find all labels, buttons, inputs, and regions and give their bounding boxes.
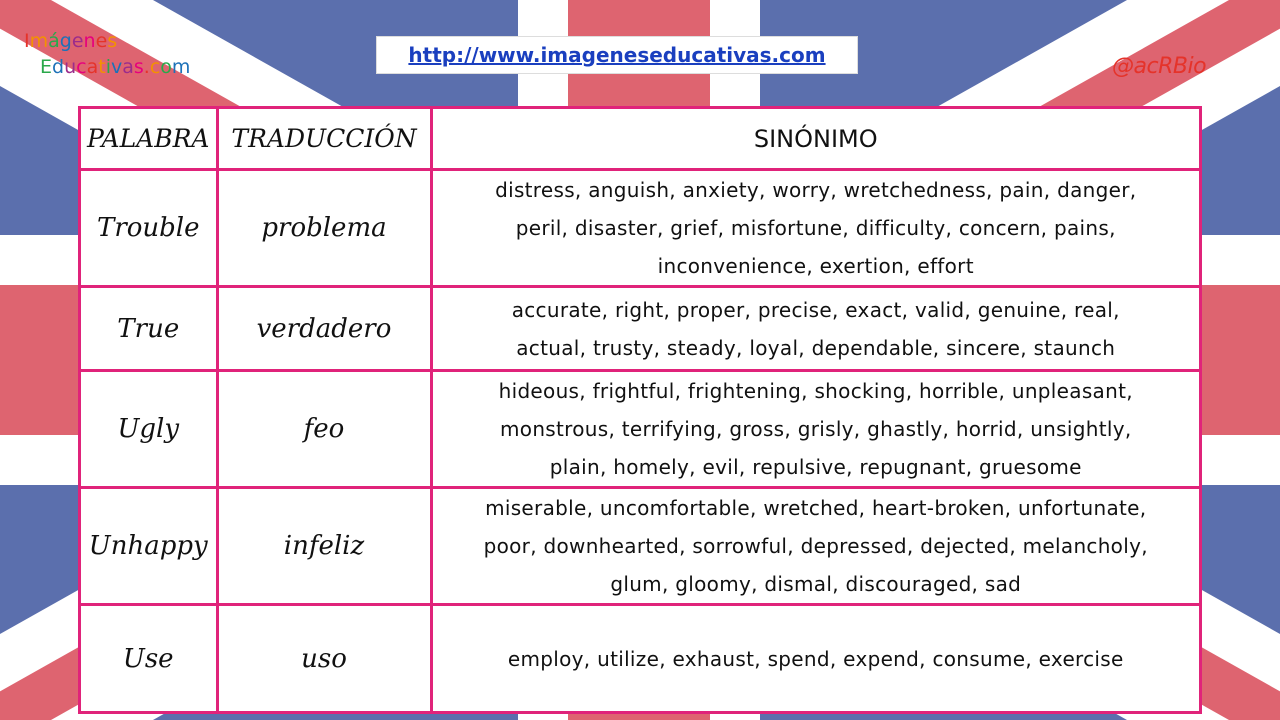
row-word: True xyxy=(80,287,218,371)
row-translation: verdadero xyxy=(217,287,431,371)
logo-line-2: Educativas.com xyxy=(40,56,191,78)
row-synonyms xyxy=(431,605,1201,713)
row-translation: infeliz xyxy=(217,488,431,605)
synonym-line: inconvenience, exertion, effort xyxy=(657,254,974,278)
author-handle: @acRBio xyxy=(1112,54,1207,79)
table-header-row xyxy=(80,108,1201,170)
site-url-link[interactable]: http://www.imageneseducativas.com xyxy=(408,43,826,67)
row-translation: problema xyxy=(217,170,431,287)
row-word: Unhappy xyxy=(80,488,218,605)
site-logo xyxy=(24,28,190,80)
synonym-line: plain, homely, evil, repulsive, repugnant, gruesome xyxy=(549,455,1082,479)
synonym-line: monstrous, terrifying, gross, grisly, ghastly, horrid, unsightly, xyxy=(500,417,1132,441)
url-banner xyxy=(376,36,858,74)
row-word: Use xyxy=(80,605,218,713)
row-synonyms xyxy=(431,287,1201,371)
synonyms-table xyxy=(78,106,1202,714)
header-synonym: SINÓNIMO xyxy=(431,108,1201,170)
synonym-line: distress, anguish, anxiety, worry, wretchedness, pain, danger, xyxy=(495,178,1137,202)
table-row xyxy=(80,488,1201,605)
row-synonyms xyxy=(431,371,1201,488)
synonym-line: peril, disaster, grief, misfortune, difficulty, concern, pains, xyxy=(515,216,1116,240)
synonym-line: hideous, frightful, frightening, shocking, horrible, unpleasant, xyxy=(498,379,1133,403)
row-word: Ugly xyxy=(80,371,218,488)
header-word: PALABRA xyxy=(80,108,218,170)
table-row xyxy=(80,371,1201,488)
synonym-line: miserable, uncomfortable, wretched, heart-broken, unfortunate, xyxy=(485,496,1147,520)
row-synonyms xyxy=(431,170,1201,287)
row-word: Trouble xyxy=(80,170,218,287)
synonym-line: poor, downhearted, sorrowful, depressed, dejected, melancholy, xyxy=(483,534,1148,558)
table-row xyxy=(80,605,1201,713)
synonym-line: accurate, right, proper, precise, exact, valid, genuine, real, xyxy=(511,297,1120,322)
header-translation: TRADUCCIÓN xyxy=(217,108,431,170)
table-row xyxy=(80,170,1201,287)
table-row xyxy=(80,287,1201,371)
row-translation: uso xyxy=(217,605,431,713)
row-translation: feo xyxy=(217,371,431,488)
logo-line-1: Imágenes xyxy=(24,30,118,52)
synonym-line: glum, gloomy, dismal, discouraged, sad xyxy=(610,572,1022,596)
synonym-line: employ, utilize, exhaust, spend, expend, consume, exercise xyxy=(507,646,1124,671)
synonym-line: actual, trusty, steady, loyal, dependable, sincere, staunch xyxy=(516,335,1116,360)
row-synonyms xyxy=(431,488,1201,605)
